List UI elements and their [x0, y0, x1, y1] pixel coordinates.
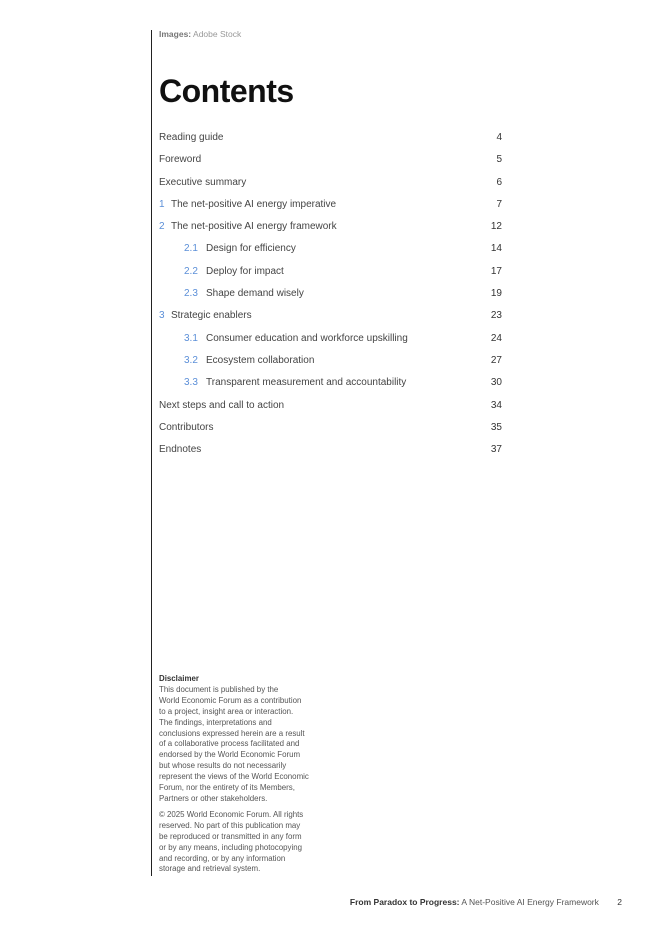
toc-entry[interactable] — [159, 216, 502, 238]
image-credit-value: Adobe Stock — [193, 29, 242, 39]
toc-entry-page: 17 — [490, 265, 502, 277]
toc-entry-label: Strategic enablers — [171, 310, 252, 322]
toc-entry-label: The net-positive AI energy imperative — [171, 198, 337, 210]
toc-entry-label: Deploy for impact — [206, 265, 284, 277]
toc-entry-page: 24 — [490, 332, 502, 344]
toc-entry-page: 7 — [496, 198, 502, 210]
disclaimer-line: endorsed by the World Economic Forum — [159, 750, 301, 760]
disclaimer — [159, 674, 324, 880]
disclaimer-line: © 2025 World Economic Forum. All rights — [159, 809, 304, 819]
toc-entry[interactable] — [159, 305, 502, 327]
disclaimer-line: This document is published by the — [159, 684, 279, 694]
page-footer — [350, 897, 622, 907]
disclaimer-paragraph-1 — [159, 685, 324, 805]
footer-title-rest: A Net-Positive AI Energy Framework — [461, 897, 599, 907]
toc-entry[interactable] — [159, 149, 502, 171]
toc-entry-label: Design for efficiency — [206, 243, 296, 255]
disclaimer-line: reserved. No part of this publication may — [159, 820, 301, 830]
disclaimer-line: represent the views of the World Economic — [159, 772, 309, 782]
table-of-contents — [159, 127, 502, 461]
disclaimer-line: conclusions expressed herein are a result — [159, 728, 305, 738]
disclaimer-line: or by any means, including photocopying — [159, 842, 302, 852]
toc-entry-number: 2.2 — [184, 265, 198, 277]
toc-entry-page: 34 — [490, 399, 502, 411]
disclaimer-line: The findings, interpretations and — [159, 717, 272, 727]
toc-entry-label: Foreword — [159, 154, 202, 166]
toc-entry-number: 3.2 — [184, 354, 198, 366]
toc-entry-page: 14 — [490, 243, 502, 255]
toc-entry-label: Transparent measurement and accountability — [206, 377, 407, 389]
page-number: 2 — [617, 897, 622, 907]
toc-entry-page: 19 — [490, 288, 502, 300]
toc-entry-label: Endnotes — [159, 444, 202, 456]
disclaimer-line: to a project, insight area or interaction. — [159, 706, 294, 716]
disclaimer-line: World Economic Forum as a contribution — [159, 695, 302, 705]
disclaimer-heading: Disclaimer — [159, 674, 199, 683]
toc-entry[interactable] — [159, 194, 502, 216]
toc-entry-label: Contributors — [159, 421, 214, 433]
toc-entry-number: 3 — [159, 310, 165, 322]
toc-entry[interactable] — [159, 261, 502, 283]
toc-entry-page: 30 — [490, 377, 502, 389]
toc-entry[interactable] — [159, 328, 502, 350]
vertical-rule — [151, 30, 152, 876]
footer-title-bold: From Paradox to Progress: — [349, 897, 460, 907]
toc-entry-number: 3.3 — [184, 377, 198, 389]
toc-entry[interactable] — [159, 127, 502, 149]
toc-entry-label: Reading guide — [159, 132, 224, 143]
toc-entry-label: Executive summary — [159, 176, 247, 188]
toc-entry[interactable] — [159, 350, 502, 372]
toc-entry[interactable] — [159, 372, 502, 394]
toc-entry[interactable] — [159, 417, 502, 439]
toc-entry-number: 3.1 — [184, 332, 198, 344]
disclaimer-line: Forum, nor the entirety of its Members, — [159, 783, 295, 793]
page-title: Contents — [159, 73, 294, 109]
toc-entry-label: Shape demand wisely — [206, 288, 304, 300]
toc-entry[interactable] — [159, 172, 502, 194]
toc-entry-page: 35 — [490, 421, 502, 433]
toc-entry-page: 4 — [496, 132, 502, 143]
toc-entry-page: 5 — [496, 154, 502, 166]
toc-entry[interactable] — [159, 439, 502, 461]
disclaimer-line: Partners or other stakeholders. — [159, 793, 268, 803]
toc-entry-label: Next steps and call to action — [159, 399, 285, 411]
toc-entry-label: The net-positive AI energy framework — [171, 221, 337, 233]
disclaimer-paragraph-2 — [159, 810, 324, 875]
toc-entry-label: Ecosystem collaboration — [206, 354, 315, 366]
toc-entry[interactable] — [159, 238, 502, 260]
toc-entry-page: 6 — [496, 176, 502, 188]
image-credit-label: Images: — [159, 29, 192, 39]
toc-entry[interactable] — [159, 283, 502, 305]
disclaimer-line: but whose results do not necessarily — [159, 761, 287, 771]
toc-entry-page: 23 — [490, 310, 502, 322]
disclaimer-line: storage and retrieval system. — [159, 864, 261, 874]
toc-entry-number: 2 — [159, 221, 165, 233]
toc-entry[interactable] — [159, 395, 502, 417]
toc-entry-number: 1 — [159, 198, 165, 210]
toc-entry-number: 2.3 — [184, 288, 198, 300]
disclaimer-line: be reproduced or transmitted in any form — [159, 831, 302, 841]
toc-entry-page: 12 — [490, 221, 502, 233]
disclaimer-line: of a collaborative process facilitated and — [159, 739, 300, 749]
disclaimer-line: and recording, or by any information — [159, 853, 286, 863]
toc-entry-page: 37 — [490, 444, 502, 456]
image-credit — [159, 29, 241, 39]
toc-entry-page: 27 — [490, 354, 502, 366]
toc-entry-label: Consumer education and workforce upskilling — [206, 332, 408, 344]
toc-entry-number: 2.1 — [184, 243, 198, 255]
